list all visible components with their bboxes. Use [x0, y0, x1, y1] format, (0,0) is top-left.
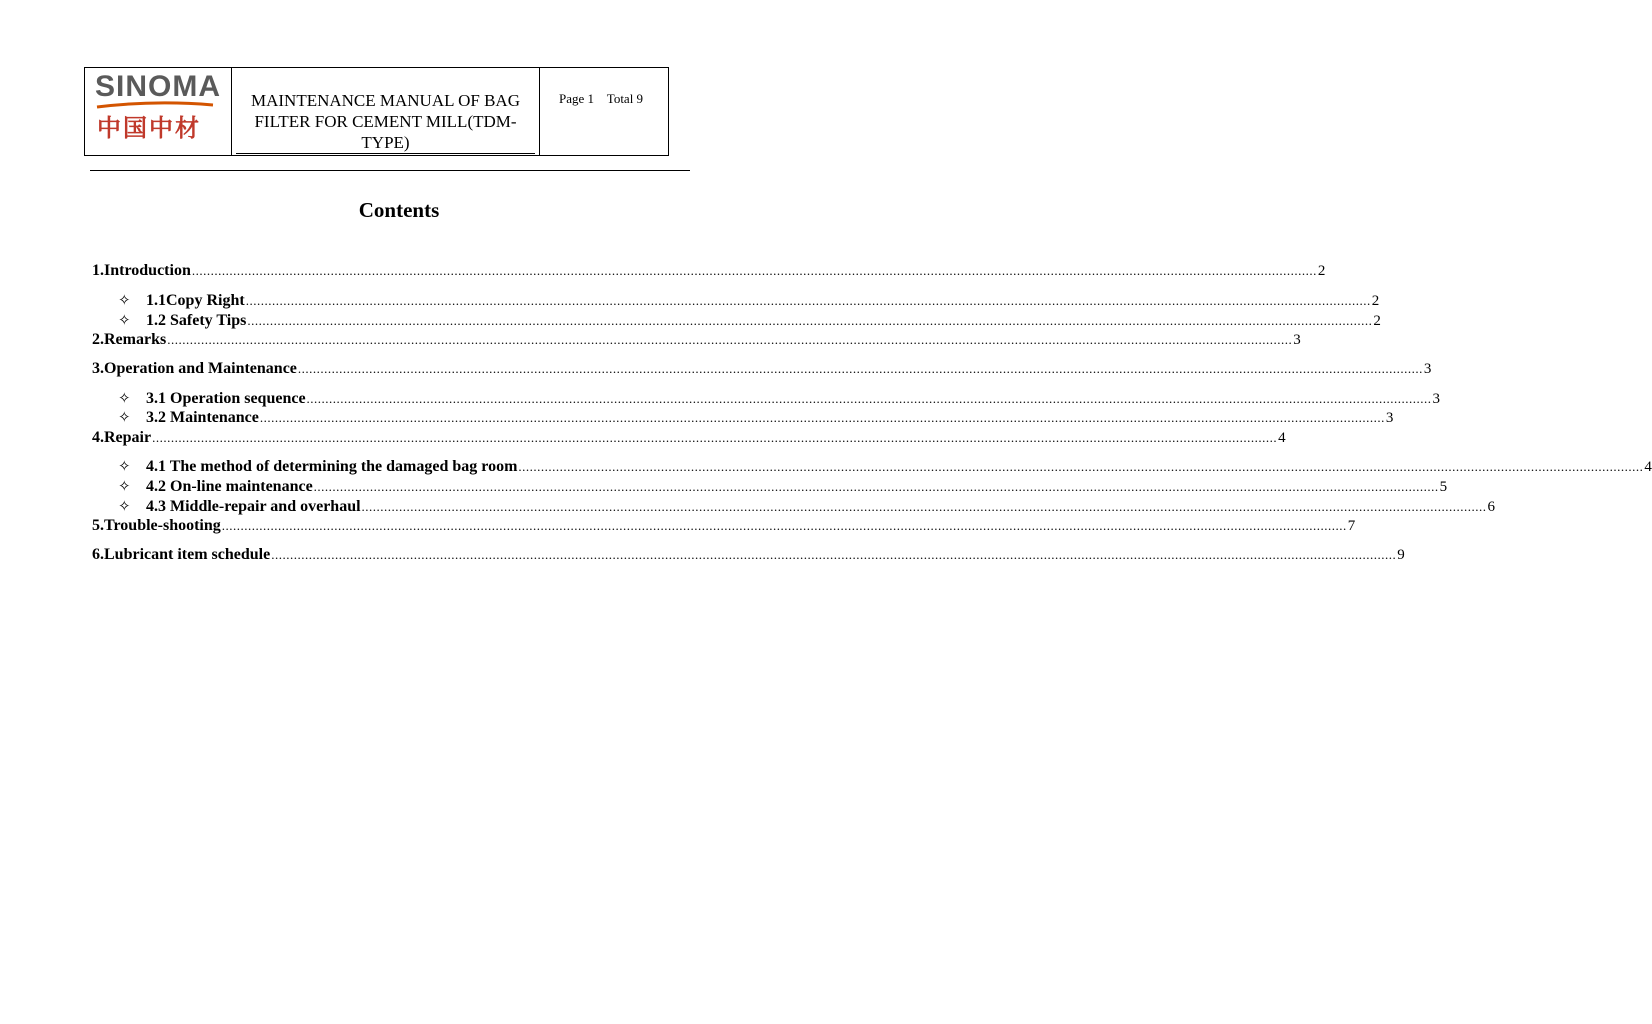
- toc-number: 4.: [92, 429, 104, 446]
- toc-dot-leader: ............................................................................................................................................................................................................................................................................................................: [313, 479, 1439, 494]
- toc-page-number: 3: [1432, 391, 1441, 407]
- logo-wordmark: SINOMA: [95, 70, 221, 103]
- toc-entry[interactable]: [146, 389, 1441, 409]
- toc-label: 4.3 Middle-repair and overhaul: [146, 498, 361, 515]
- logo-chinese-name: 中国中材: [97, 114, 201, 142]
- toc-label: Operation and Maintenance: [104, 360, 297, 377]
- toc-label: 3.2 Maintenance: [146, 409, 259, 426]
- toc-page-number: 9: [1397, 547, 1405, 563]
- toc-label: Repair: [104, 429, 152, 446]
- toc-entry[interactable]: [146, 311, 1381, 331]
- toc-dot-leader: ............................................................................................................................................................................................................................................................................................................: [245, 293, 1371, 308]
- page-info: Page 1 Total 9: [559, 91, 644, 106]
- toc-entry[interactable]: [146, 477, 1448, 497]
- header-rule: [90, 170, 690, 171]
- toc-page-number: 2: [1317, 263, 1326, 279]
- toc-entry[interactable]: [146, 497, 1496, 517]
- toc-bullet-icon: ✧: [118, 459, 131, 475]
- toc-entry[interactable]: [92, 545, 1405, 565]
- toc-dot-leader: ............................................................................................................................................................................................................................................................................................................: [247, 313, 1373, 328]
- toc-page-number: 3: [1385, 410, 1394, 426]
- toc-bullet-icon: ✧: [118, 391, 131, 407]
- toc-page-number: 3: [1423, 361, 1432, 377]
- toc-dot-leader: ............................................................................................................................................................................................................................................................................................................: [152, 430, 1278, 445]
- toc-label: 3.1 Operation sequence: [146, 390, 306, 407]
- toc-dot-leader: ............................................................................................................................................................................................................................................................................................................: [518, 459, 1644, 474]
- toc-page-number: 5: [1439, 479, 1448, 495]
- toc-entry[interactable]: [92, 261, 1326, 281]
- toc-entry[interactable]: [92, 428, 1286, 448]
- toc-label: Trouble-shooting: [104, 517, 221, 534]
- toc-number: 5.: [92, 517, 104, 534]
- contents-heading: Contents: [358, 198, 440, 222]
- toc-dot-leader: ............................................................................................................................................................................................................................................................................................................: [221, 518, 1347, 533]
- page-info-cell: [540, 68, 668, 155]
- toc-bullet-icon: ✧: [118, 499, 131, 515]
- toc-label: Lubricant item schedule: [104, 546, 271, 563]
- toc-dot-leader: ............................................................................................................................................................................................................................................................................................................: [271, 547, 1397, 562]
- toc-entry[interactable]: [92, 516, 1356, 536]
- toc-number: 3.: [92, 360, 104, 377]
- toc-page-number: 4: [1278, 430, 1286, 446]
- toc-label: Introduction: [104, 262, 191, 279]
- toc-label: Remarks: [104, 331, 167, 348]
- toc-bullet-icon: ✧: [118, 313, 131, 329]
- toc-number: 6.: [92, 546, 104, 563]
- toc-page-number: 4: [1644, 459, 1652, 475]
- toc-bullet-icon: ✧: [118, 410, 131, 426]
- toc-page-number: 6: [1487, 499, 1496, 515]
- toc-page-number: 2: [1373, 313, 1381, 329]
- toc-entry[interactable]: [146, 457, 1652, 477]
- document-header: [84, 67, 669, 156]
- toc-label: 1.1Copy Right: [146, 292, 245, 309]
- document-title-cell: [232, 68, 540, 155]
- toc-label: 1.2 Safety Tips: [146, 312, 247, 329]
- toc-number: 1.: [92, 262, 104, 279]
- toc-label: 4.1 The method of determining the damaged bag room: [146, 458, 518, 475]
- toc-bullet-icon: ✧: [118, 293, 131, 309]
- toc-dot-leader: ............................................................................................................................................................................................................................................................................................................: [167, 332, 1293, 347]
- toc-label: 4.2 On-line maintenance: [146, 478, 313, 495]
- toc-entry[interactable]: [146, 408, 1394, 428]
- toc-entry[interactable]: [92, 330, 1301, 350]
- document-title: MAINTENANCE MANUAL OF BAG FILTER FOR CEMENT MILL(TDM-TYPE): [250, 91, 520, 152]
- toc-number: 2.: [92, 331, 104, 348]
- title-underline: [236, 153, 535, 154]
- toc-entry[interactable]: [146, 291, 1380, 311]
- toc-dot-leader: ............................................................................................................................................................................................................................................................................................................: [297, 361, 1423, 376]
- toc-entry[interactable]: [92, 359, 1432, 379]
- toc-dot-leader: ............................................................................................................................................................................................................................................................................................................: [191, 263, 1317, 278]
- toc-dot-leader: ............................................................................................................................................................................................................................................................................................................: [259, 410, 1385, 425]
- company-logo: [85, 68, 232, 155]
- toc-page-number: 7: [1347, 518, 1356, 534]
- toc-dot-leader: ............................................................................................................................................................................................................................................................................................................: [361, 499, 1487, 514]
- toc-page-number: 2: [1371, 293, 1380, 309]
- toc-bullet-icon: ✧: [118, 479, 131, 495]
- toc-dot-leader: ............................................................................................................................................................................................................................................................................................................: [306, 391, 1432, 406]
- toc-page-number: 3: [1293, 332, 1301, 348]
